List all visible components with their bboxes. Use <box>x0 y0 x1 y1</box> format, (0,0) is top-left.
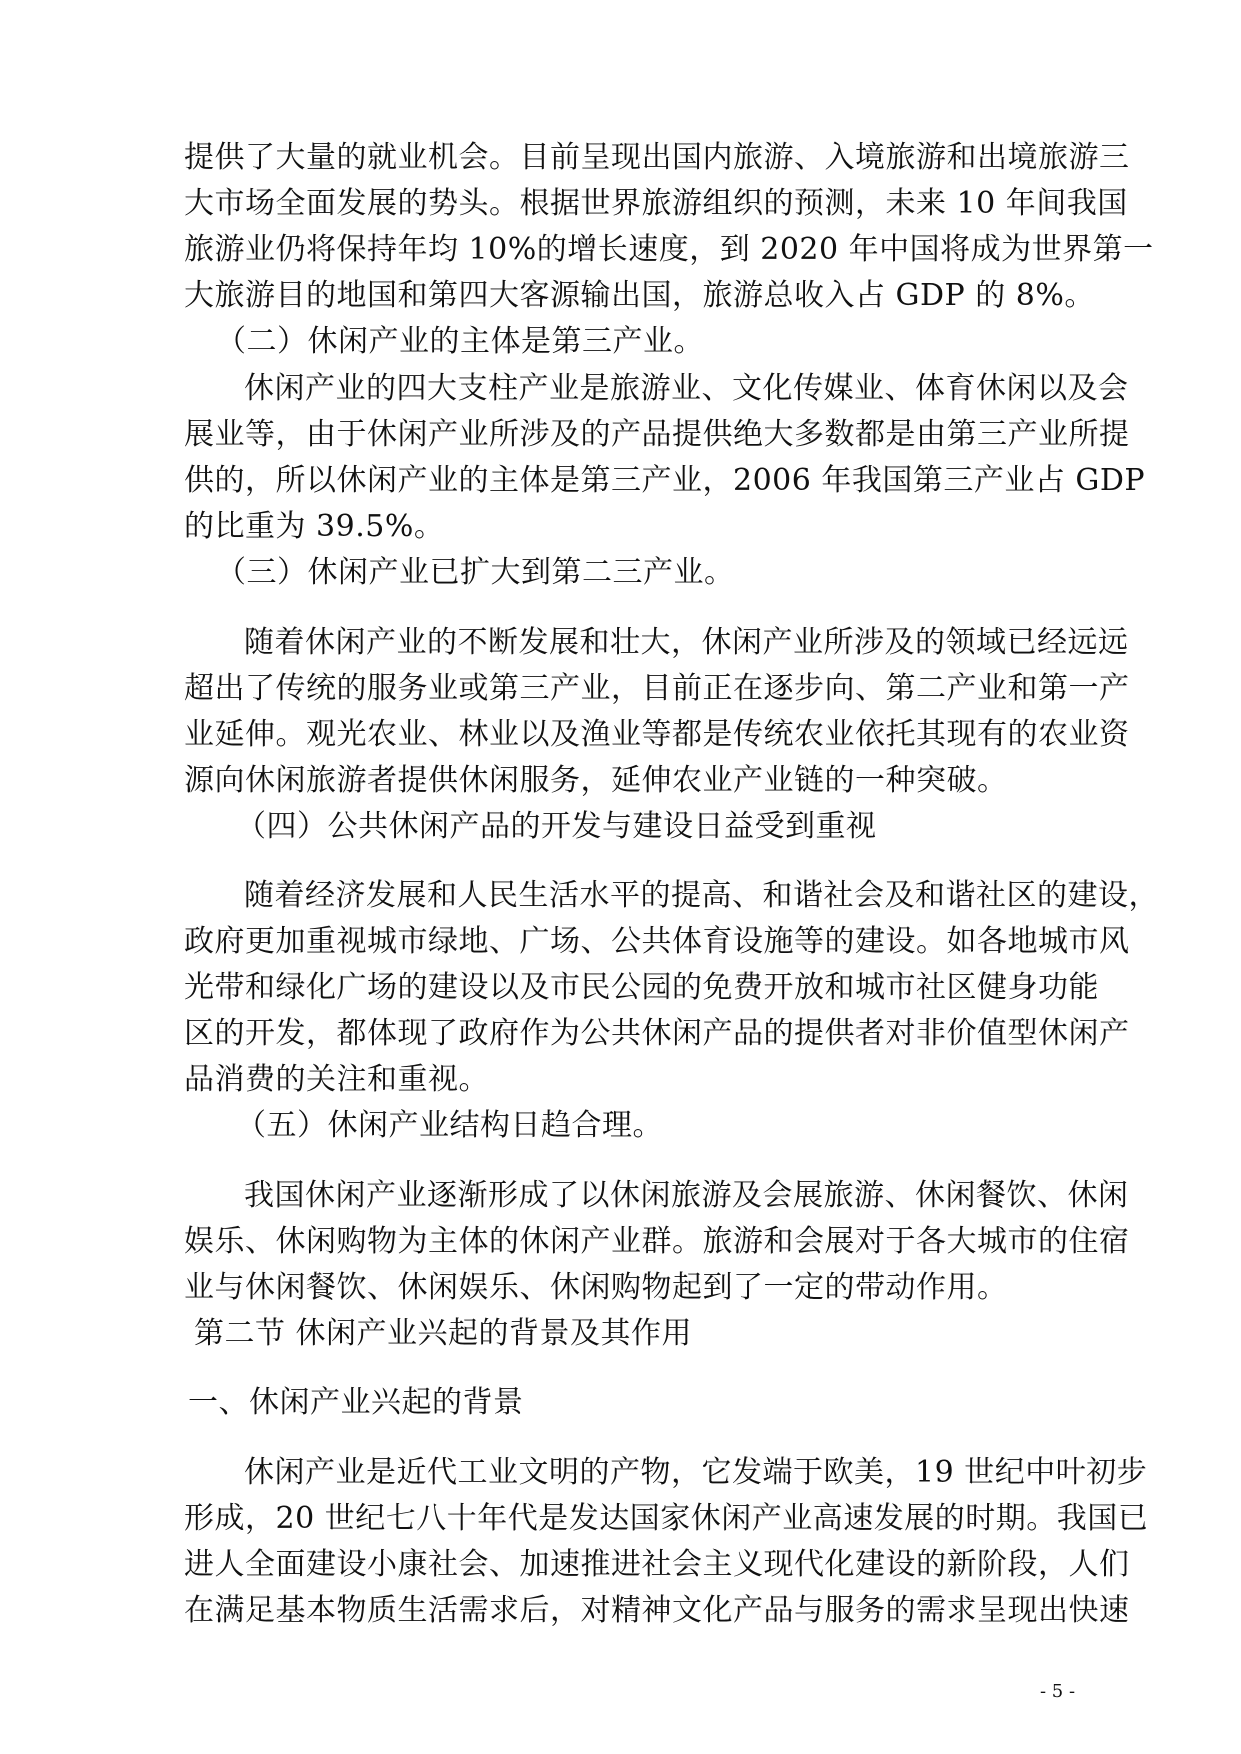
text-line: 大旅游目的地国和第四大客源输出国，旅游总收入占 GDP 的 8%。 <box>184 278 1095 313</box>
text-line: 进人全面建设小康社会、加速推进社会主义现代化建设的新阶段，人们 <box>184 1547 1130 1582</box>
text-line: 休闲产业的四大支柱产业是旅游业、文化传媒业、体育休闲以及会 <box>244 371 1129 406</box>
text-line: 随着经济发展和人民生活水平的提高、和谐社会及和谐社区的建设， <box>244 878 1159 913</box>
text-line: 随着休闲产业的不断发展和壮大，休闲产业所涉及的领域已经远远 <box>244 625 1129 660</box>
text-line: 供的，所以休闲产业的主体是第三产业，2006 年我国第三产业占 GDP <box>184 463 1146 498</box>
text-line: 超出了传统的服务业或第三产业，目前正在逐步向、第二产业和第一产 <box>184 671 1130 706</box>
text-line: 在满足基本物质生活需求后，对精神文化产品与服务的需求呈现出快速 <box>184 1593 1130 1628</box>
chapter-section-title: 第二节 休闲产业兴起的背景及其作用 <box>194 1316 693 1351</box>
text-line: 政府更加重视城市绿地、广场、公共体育设施等的建设。如各地城市风 <box>184 924 1130 959</box>
text-line: 大市场全面发展的势头。根据世界旅游组织的预测，未来 10 年间我国 <box>184 186 1128 221</box>
text-line: 源向休闲旅游者提供休闲服务，延伸农业产业链的一种突破。 <box>184 763 1008 798</box>
section-heading: （二）休闲产业的主体是第三产业。 <box>216 324 704 359</box>
text-line: 娱乐、休闲购物为主体的休闲产业群。旅游和会展对于各大城市的住宿 <box>184 1224 1130 1259</box>
text-line: 品消费的关注和重视。 <box>184 1062 489 1097</box>
text-line: 旅游业仍将保持年均 10%的增长速度，到 2020 年中国将成为世界第一 <box>184 232 1154 267</box>
section-heading: （五）休闲产业结构日趋合理。 <box>236 1108 663 1143</box>
text-line: 提供了大量的就业机会。目前呈现出国内旅游、入境旅游和出境旅游三 <box>184 140 1130 175</box>
text-line: 形成，20 世纪七八十年代是发达国家休闲产业高速发展的时期。我国已 <box>184 1501 1149 1536</box>
text-line: 我国休闲产业逐渐形成了以休闲旅游及会展旅游、休闲餐饮、休闲 <box>244 1178 1129 1213</box>
page-number: - 5 - <box>1040 1681 1076 1702</box>
text-line: 展业等，由于休闲产业所涉及的产品提供绝大多数都是由第三产业所提 <box>184 417 1130 452</box>
subsection-title: 一、休闲产业兴起的背景 <box>188 1385 524 1420</box>
section-heading: （三）休闲产业已扩大到第二三产业。 <box>216 555 735 590</box>
text-line: 休闲产业是近代工业文明的产物，它发端于欧美，19 世纪中叶初步 <box>244 1455 1148 1490</box>
section-heading: （四）公共休闲产品的开发与建设日益受到重视 <box>236 809 877 844</box>
text-line: 光带和绿化广场的建设以及市民公园的免费开放和城市社区健身功能 <box>184 970 1099 1005</box>
text-line: 的比重为 39.5%。 <box>184 509 445 544</box>
text-line: 区的开发，都体现了政府作为公共休闲产品的提供者对非价值型休闲产 <box>184 1016 1130 1051</box>
text-line: 业与休闲餐饮、休闲娱乐、休闲购物起到了一定的带动作用。 <box>184 1270 1008 1305</box>
text-line: 业延伸。观光农业、林业以及渔业等都是传统农业依托其现有的农业资 <box>184 717 1130 752</box>
